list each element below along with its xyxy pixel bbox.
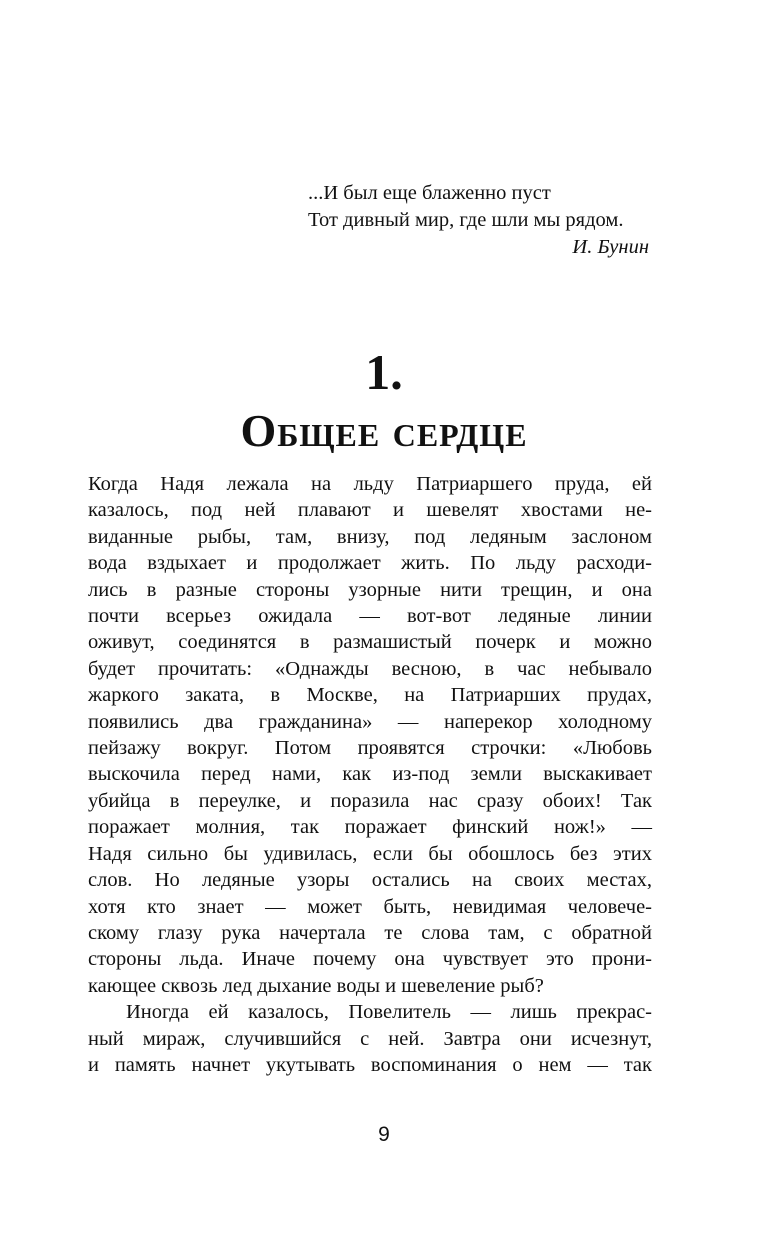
text-line: убийца в переулке, и поразила нас сразу обоих! Так [88, 789, 652, 812]
text-line: вода вздыхает и продолжает жить. По льду расходи- [88, 552, 652, 575]
epigraph-line: Тот дивный мир, где шли мы рядом. [308, 209, 624, 231]
text-line: выскочила перед нами, как из-под земли выскакивает [88, 763, 652, 786]
page-number: 9 [378, 1123, 390, 1146]
text-line: пейзажу вокруг. Потом проявятся строчки: «Любовь [88, 737, 652, 760]
text-line: скому глазу рука начертала те слова там, с обратной [88, 921, 652, 944]
text-line: будет прочитать: «Однажды весною, в час небывало [88, 657, 652, 680]
chapter-number: 1. [365, 344, 403, 400]
chapter-title: Общее сердце [240, 405, 528, 456]
epigraph-author: И. Бунин [572, 236, 649, 258]
text-line: Когда Надя лежала на льду Патриаршего пруда, ей [88, 473, 652, 495]
text-line: оживут, соединятся в размашистый почерк и можно [88, 631, 652, 654]
text-line: кающее сквозь лед дыхание воды и шевеление рыб? [88, 974, 544, 997]
text-line: и память начнет укутывать воспоминания о нем — так [88, 1053, 652, 1076]
text-line: стороны льда. Иначе почему она чувствует это прони- [88, 948, 652, 971]
text-line: виданные рыбы, там, внизу, под ледяным заслоном [88, 525, 652, 548]
text-line: лись в разные стороны узорные нити трещин, и она [88, 578, 652, 601]
text-line: Иногда ей казалось, Повелитель — лишь прекрас- [126, 1001, 652, 1024]
text-line: поражает молния, так поражает финский нож!» — [88, 816, 652, 839]
text-line: ный мираж, случившийся с ней. Завтра они исчезнут, [88, 1027, 652, 1050]
text-line: появились два гражданина» — наперекор холодному [88, 710, 652, 733]
text-line: жаркого заката, в Москве, на Патриарших прудах, [88, 684, 652, 707]
epigraph-line: ...И был еще блаженно пуст [308, 182, 551, 204]
text-line: слов. Но ледяные узоры остались на своих местах, [88, 869, 652, 892]
text-line: казалось, под ней плавают и шевелят хвостами не- [88, 499, 652, 522]
body-text [88, 471, 652, 1078]
text-line: Надя сильно бы удивилась, если бы обошлось без этих [88, 842, 652, 865]
epigraph [308, 180, 653, 261]
text-line: хотя кто знает — может быть, невидимая человече- [88, 895, 652, 918]
text-line: почти всерьез ожидала — вот-вот ледяные линии [88, 605, 652, 628]
